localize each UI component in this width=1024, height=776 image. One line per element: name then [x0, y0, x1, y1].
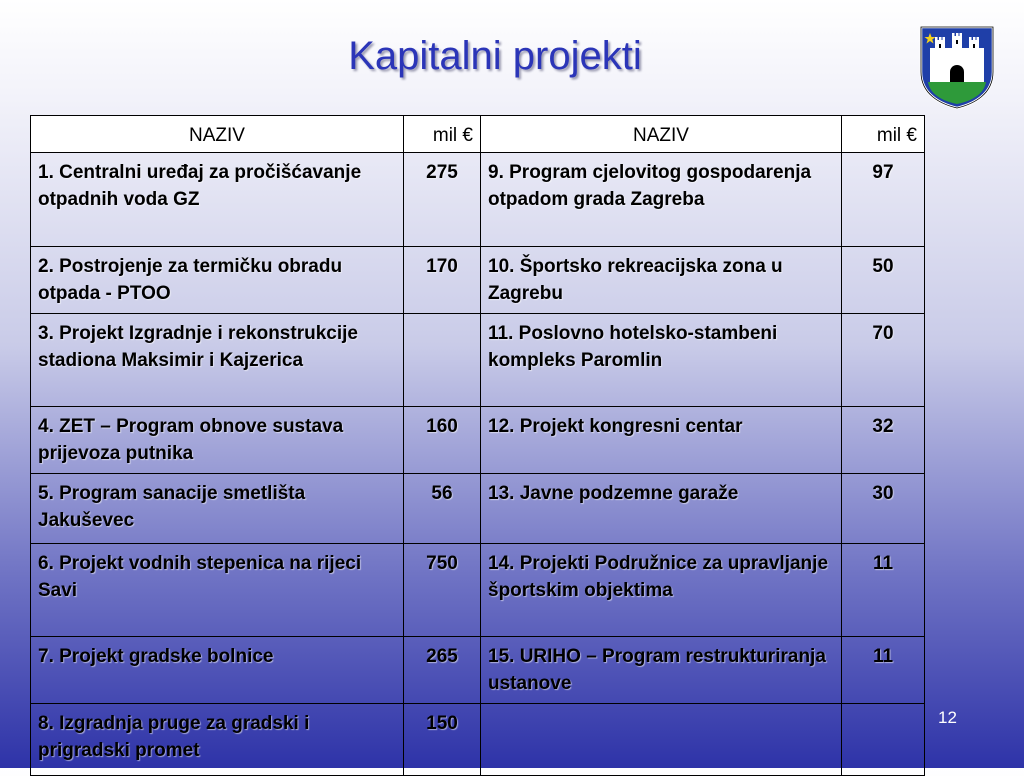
table-row — [31, 474, 925, 544]
project-value-cell: 32 — [842, 407, 925, 474]
project-value-cell: 50 — [842, 247, 925, 314]
project-value-cell: 275 — [404, 153, 481, 247]
project-value-cell: 160 — [404, 407, 481, 474]
project-value-cell: 11 — [842, 637, 925, 704]
project-name-cell: 4. ZET – Program obnove sustava prijevoza putnika — [31, 407, 404, 474]
project-name-cell: 7. Projekt gradske bolnice — [31, 637, 404, 704]
project-value-cell: 70 — [842, 314, 925, 407]
table-row — [31, 544, 925, 637]
project-value-cell: 30 — [842, 474, 925, 544]
page-number: 12 — [938, 708, 957, 727]
project-value-cell: 97 — [842, 153, 925, 247]
project-name-cell: 2. Postrojenje za termičku obradu otpada - PTOO — [31, 247, 404, 314]
project-value-cell: 750 — [404, 544, 481, 637]
project-value-cell: 11 — [842, 544, 925, 637]
project-name-cell: 6. Projekt vodnih stepenica na rijeci Savi — [31, 544, 404, 637]
table-row — [31, 637, 925, 704]
table-row — [31, 314, 925, 407]
header-mil-eur-right: mil € — [842, 116, 925, 153]
project-value-cell: 150 — [404, 704, 481, 776]
project-name-cell: 13. Javne podzemne garaže — [481, 474, 842, 544]
project-name-cell: 8. Izgradnja pruge za gradski i prigradski promet — [31, 704, 404, 776]
slide-title: Kapitalni projekti — [348, 34, 642, 78]
project-name-cell: 15. URIHO – Program restrukturiranja ustanove — [481, 637, 842, 704]
table-row — [31, 407, 925, 474]
project-name-cell: 3. Projekt Izgradnje i rekonstrukcije stadiona Maksimir i Kajzerica — [31, 314, 404, 407]
project-name-cell — [481, 704, 842, 776]
table-row — [31, 704, 925, 776]
table-row — [31, 153, 925, 247]
project-name-cell: 5. Program sanacije smetlišta Jakuševec — [31, 474, 404, 544]
table-header-row — [31, 116, 925, 153]
header-naziv-left: NAZIV — [31, 116, 404, 153]
project-value-cell — [842, 704, 925, 776]
header-naziv-right: NAZIV — [481, 116, 842, 153]
project-value-cell: 265 — [404, 637, 481, 704]
capital-projects-table — [30, 115, 925, 776]
project-name-cell: 11. Poslovno hotelsko-stambeni kompleks Paromlin — [481, 314, 842, 407]
project-value-cell — [404, 314, 481, 407]
header-mil-eur-left: mil € — [404, 116, 481, 153]
project-name-cell: 9. Program cjelovitog gospodarenja otpadom grada Zagreba — [481, 153, 842, 247]
project-name-cell: 1. Centralni uređaj za pročišćavanje otpadnih voda GZ — [31, 153, 404, 247]
project-name-cell: 14. Projekti Podružnice za upravljanje športskim objektima — [481, 544, 842, 637]
project-value-cell: 56 — [404, 474, 481, 544]
project-name-cell: 10. Športsko rekreacijska zona u Zagrebu — [481, 247, 842, 314]
table-row — [31, 247, 925, 314]
zagreb-coat-of-arms-icon — [918, 24, 996, 110]
project-name-cell: 12. Projekt kongresni centar — [481, 407, 842, 474]
project-value-cell: 170 — [404, 247, 481, 314]
